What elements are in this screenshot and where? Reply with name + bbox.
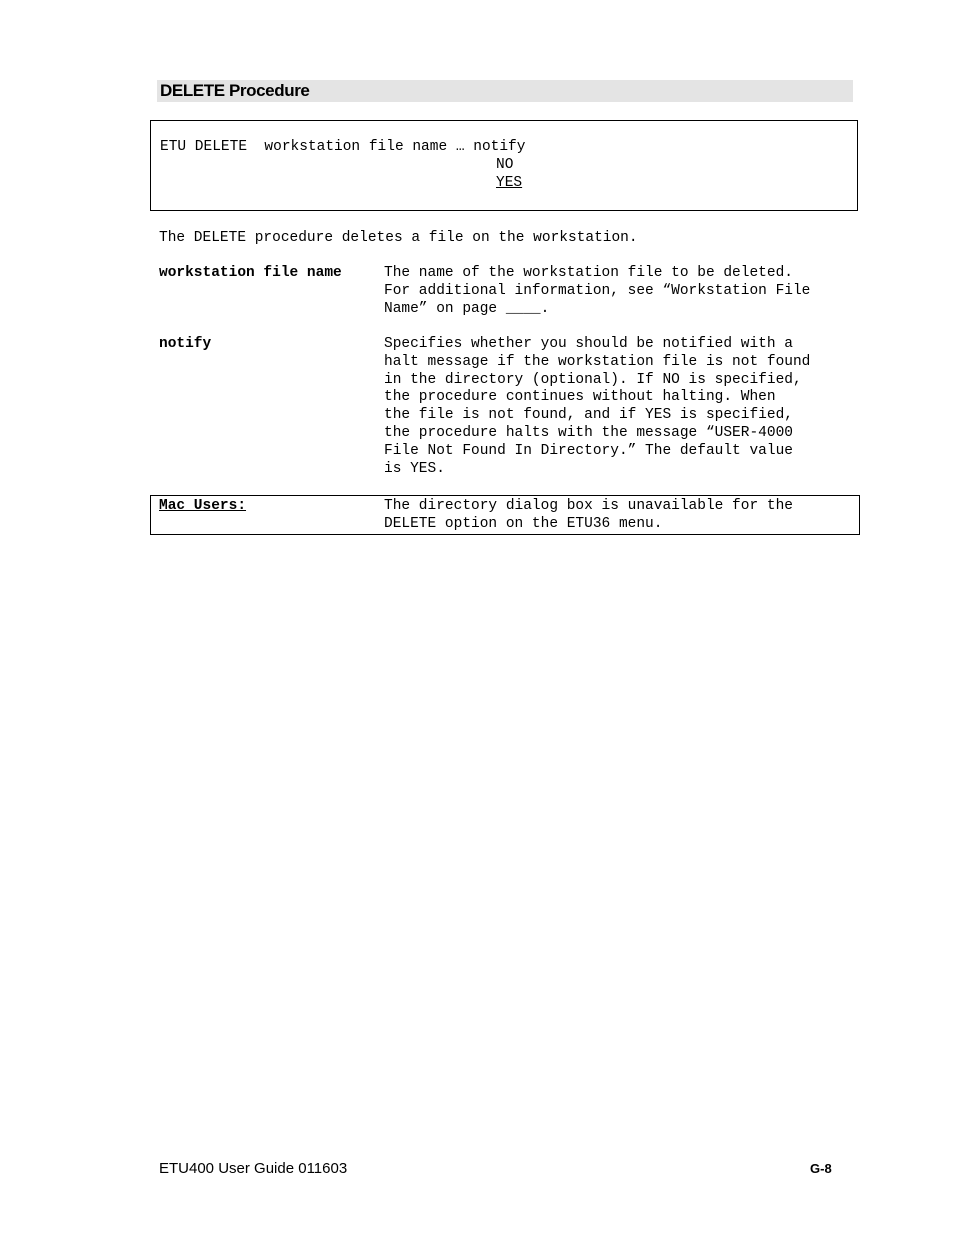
footer-document-title: ETU400 User Guide 011603 <box>159 1160 348 1177</box>
syntax-line: ETU DELETE workstation file name … notify <box>160 139 526 155</box>
note-label: Mac Users: <box>159 498 247 514</box>
param-term-workstation-file-name: workstation file name <box>159 265 342 281</box>
param-desc-notify: Specifies whether you should be notified with a halt message if the workstation file is not found in the directory (optional). If NO is specified, the procedure continues without halting. When the file is not found, and if YES is specified, the procedure halts with the message “USER-4000 File Not Found In Directory.” The default value is YES. <box>384 336 811 477</box>
footer-page-number: G-8 <box>810 1161 832 1176</box>
syntax-option-yes-default: YES <box>496 175 523 191</box>
syntax-option-no: NO <box>496 157 514 173</box>
section-title: DELETE Procedure <box>160 81 310 100</box>
syntax-box <box>150 120 858 211</box>
mac-users-note <box>150 495 860 535</box>
section-header <box>157 80 853 102</box>
param-desc-workstation-file-name: The name of the workstation file to be deleted. For additional information, see “Workstation File Name” on page ____. <box>384 265 811 317</box>
note-text: The directory dialog box is unavailable for the DELETE option on the ETU36 menu. <box>384 498 793 532</box>
param-term-notify: notify <box>159 336 212 352</box>
intro-text: The DELETE procedure deletes a file on the workstation. <box>159 230 638 246</box>
